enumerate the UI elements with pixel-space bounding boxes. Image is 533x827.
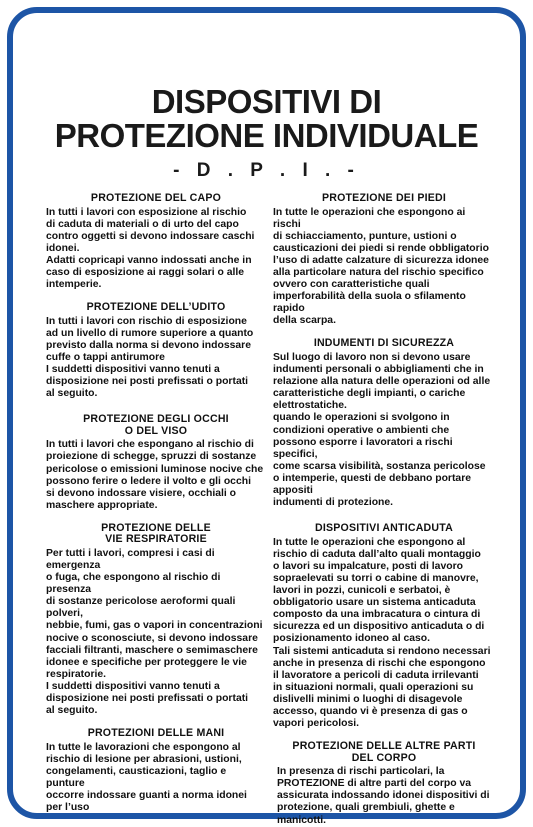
- left-column: [46, 193, 266, 814]
- section-eye-face-protection: [46, 414, 266, 512]
- section-title: DISPOSITIVI ANTICADUTA: [314, 522, 453, 535]
- section-body: Per tutti i lavori, compresi i casi di emergenza o fuga, che espongono al rischio di presenza di sostanze pericolose aeroformi quali polveri, nebbie, fumi, gas o vapori in concentrazioni nocive o sconosciute, si devono indossare facciali filtranti, maschere o semimaschere idonee e specifiche per proteggere le vie respiratorie. I suddetti dispositivi vanno tenuti a disposizione nei posti prefissati o portati al seguito.: [46, 547, 263, 717]
- page-title-line1: DISPOSITIVI DI: [151, 83, 382, 120]
- section-body: In tutte le operazioni che espongono ai rischi di schiacciamento, punture, ustioni o causticazioni dei piedi si rende obbligatorio l’uso di adatte calzature di sicurezza idonee alla particolare natura del rischio specifico ovvero con caratteristiche quali imperforabilità della suola o sfilamento rapido della scarpa.: [273, 206, 489, 327]
- section-title: PROTEZIONE DELLE VIE RESPIRATORIE: [101, 521, 211, 546]
- right-column: [273, 193, 495, 827]
- section-title: PROTEZIONI DELLE MANI: [87, 727, 225, 740]
- section-body: In tutti i lavori con esposizione al rischio di caduta di materiali o di urto del capo contro oggetti si devono indossare caschi idonei. Adatti copricapi vanno indossati anche in caso di esposizione ai raggi solari o alle intemperie.: [46, 206, 255, 291]
- section-safety-clothing: [273, 338, 495, 509]
- section-foot-protection: [273, 193, 495, 327]
- page-subtitle: - D . P . I . -: [173, 160, 360, 181]
- section-fall-protection: [273, 523, 495, 730]
- section-hand-protection: [46, 728, 266, 814]
- page-title-line2: PROTEZIONE INDIVIDUALE: [54, 117, 479, 154]
- section-body: In tutte le operazioni che espongono al rischio di caduta dall’alto quali montaggio o lavori su impalcature, posti di lavoro sopraelevati su torri o cabine di manovre, lavori in pozzi, cunicoli e serbatoi, è obbligatorio usare un sistema anticaduta composto da una imbracatura o cintura di sicurezza ed un dispositivo anticaduta o di posizionamento idoneo al caso. Tali sistemi anticaduta si rendono necessari anche in presenza di rischi che espongono il lavoratore a pericoli di caduta irrilevanti in situazioni normali, quali operazioni su dislivelli minimi o luoghi di disagevole accesso, quando vi è presenza di gas o vapori pericolosi.: [273, 536, 491, 730]
- section-body: In presenza di rischi particolari, la PROTEZIONE di altre parti del corpo va assicurata indossando idonei dispositivi di protezione, quali grembiuli, ghette e manicotti.: [277, 766, 490, 826]
- section-body: In tutte le lavorazioni che espongono al rischio di lesione per abrasioni, ustioni, congelamenti, causticazioni, taglio e punture occorre indossare guanti a norma idonei per l’uso: [46, 741, 247, 814]
- section-body: In tutti i lavori con rischio di esposizione ad un livello di rumore superiore a quanto previsto dalla norma si devono indossare cuffe o tappi antirumore I suddetti dispositivi vanno tenuti a disposizione nei posti prefissati o portati al seguito.: [46, 315, 254, 400]
- section-title: PROTEZIONE DELL’UDITO: [86, 301, 226, 314]
- section-body: In tutti i lavori che espongano al rischio di proiezione di schegge, spruzzi di sostanze pericolose o emissioni luminose nocive che possono ferire o ledere il volto e gli occhi si devono indossare visiere, occhiali o maschere appropriate.: [46, 439, 264, 511]
- section-title: PROTEZIONE DEI PIEDI: [321, 192, 447, 204]
- section-hearing-protection: [46, 302, 266, 400]
- section-head-protection: [46, 193, 266, 291]
- section-title: PROTEZIONE DEL CAPO: [90, 192, 222, 204]
- section-respiratory-protection: [46, 523, 266, 717]
- section-title: PROTEZIONE DELLE ALTRE PARTI DEL CORPO: [292, 740, 476, 764]
- section-title: PROTEZIONE DEGLI OCCHI O DEL VISO: [83, 413, 229, 437]
- section-other-body-protection: [273, 741, 495, 826]
- section-title: INDUMENTI DI SICUREZZA: [313, 337, 455, 350]
- section-body: Sul luogo di lavoro non si devono usare indumenti personali o abbigliamenti che in relazione alla natura delle operazioni od alle caratteristiche degli impianti, o cariche elettrostatiche. quando le operazioni si svolgono in condizioni operative o ambienti che possono esporre i lavoratori a rischi specifici, come scarsa visibilità, sostanza pericolose o intemperie, questi de debbano portare appositi indumenti di protezione.: [273, 351, 491, 509]
